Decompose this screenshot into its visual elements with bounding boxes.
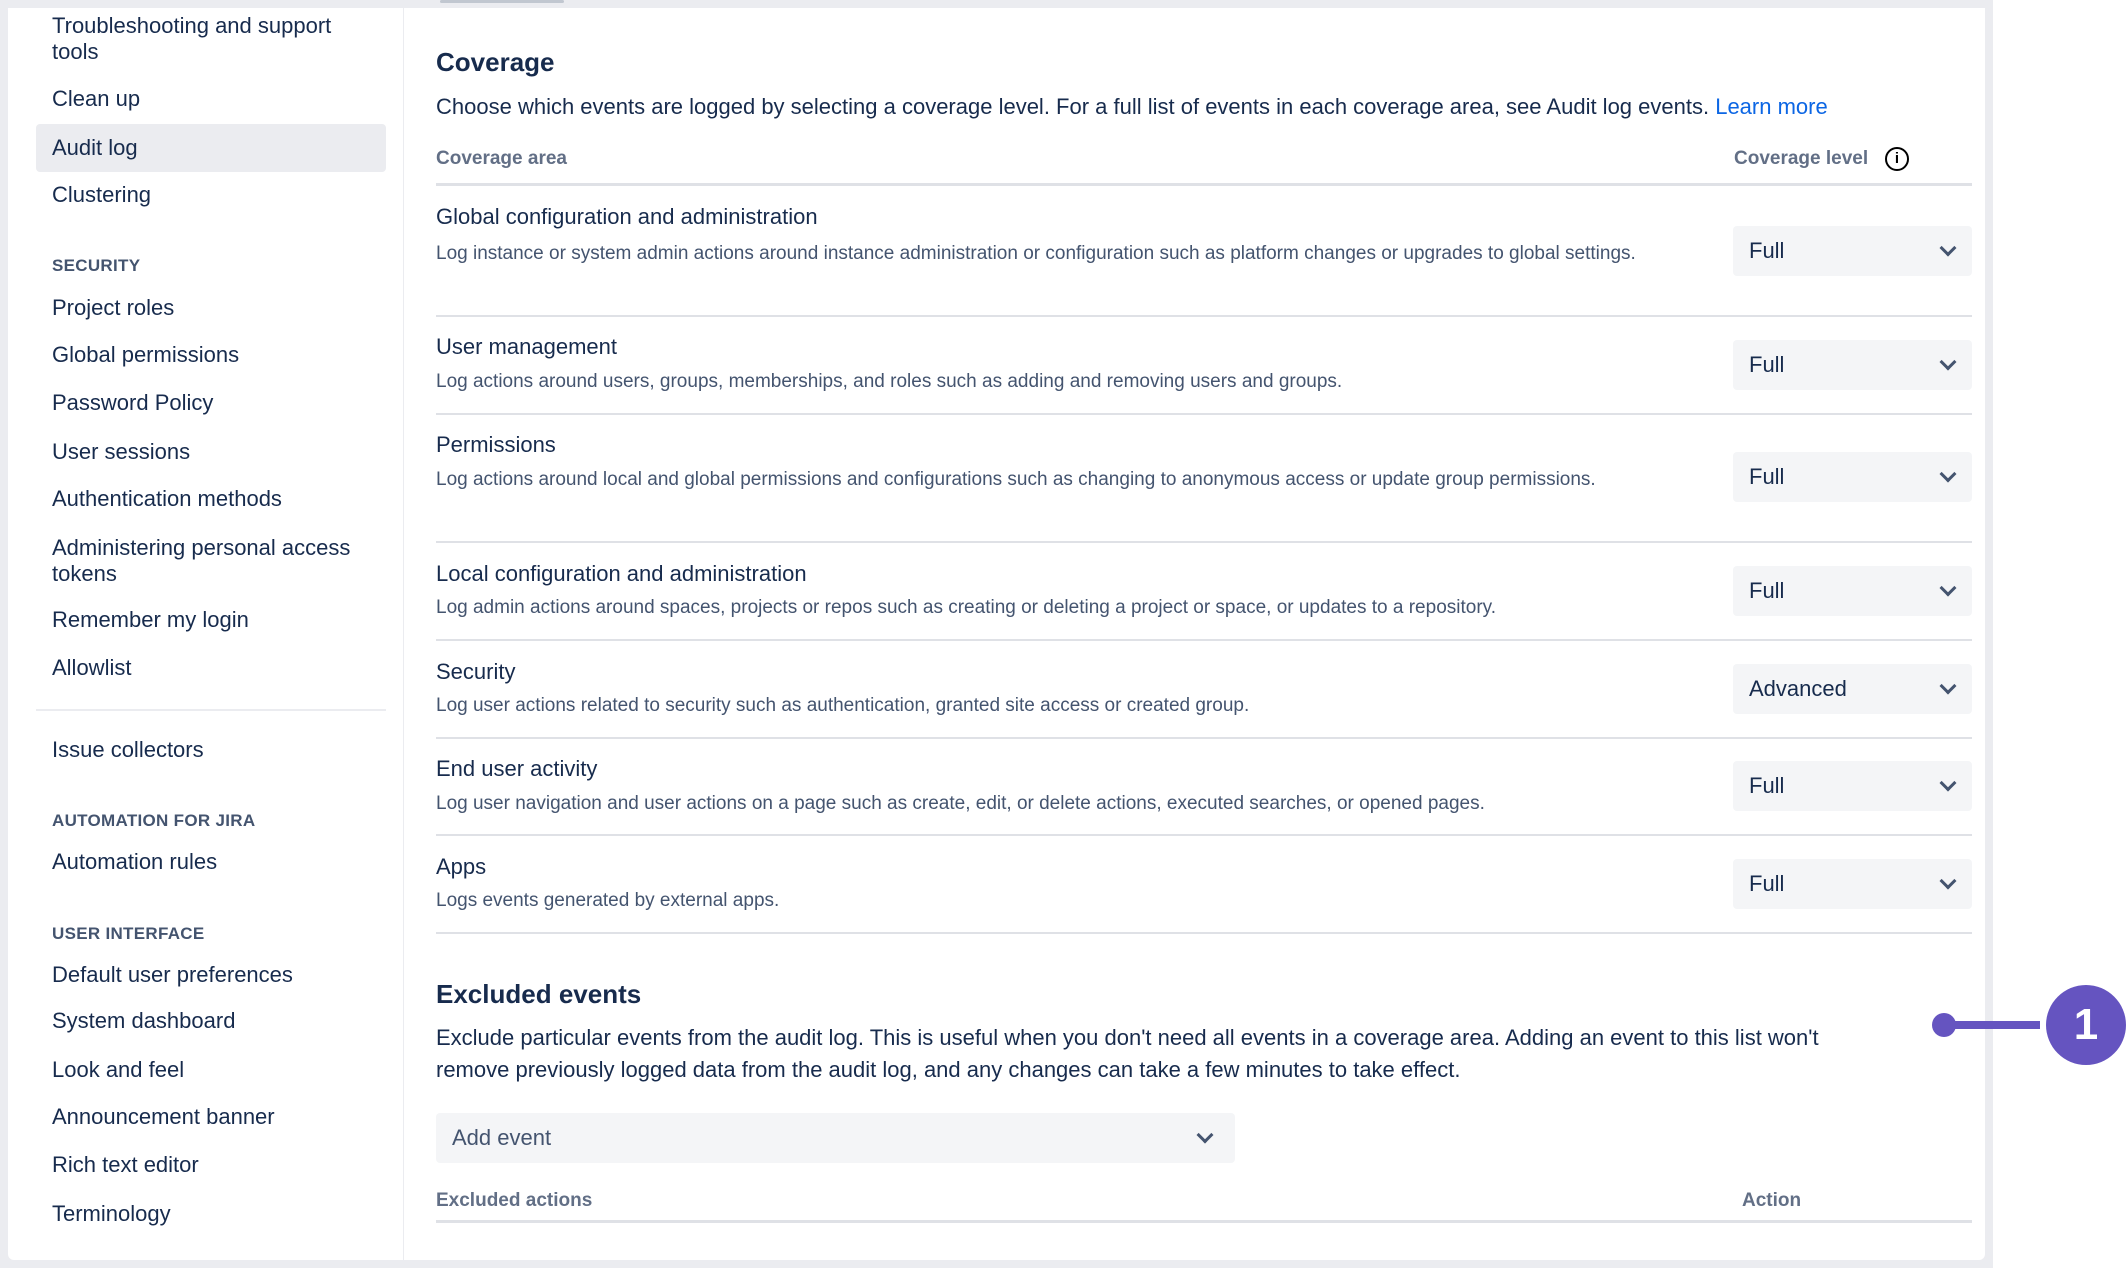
sidebar-item-audit-log[interactable]: Audit log	[52, 135, 138, 160]
chevron-down-icon	[1940, 678, 1957, 695]
coverage-level-select[interactable]	[1733, 761, 1972, 811]
sidebar-item-project-roles[interactable]: Project roles	[52, 295, 175, 320]
sidebar-item-clean-up[interactable]: Clean up	[52, 86, 141, 111]
sidebar-item-allowlist[interactable]: Allowlist	[52, 655, 132, 680]
sidebar-item-announcement-banner[interactable]: Announcement banner	[52, 1104, 275, 1129]
coverage-level-value: Full	[1749, 352, 1785, 377]
coverage-title: Coverage	[436, 47, 555, 77]
callout-number-badge: 1	[2046, 985, 2126, 1065]
coverage-row-title: Permissions	[436, 432, 556, 457]
coverage-level-select[interactable]	[1733, 340, 1972, 390]
sidebar-item-personal-access-tokens[interactable]: Administering personal access tokens	[52, 535, 351, 586]
sidebar-item-default-user-preferences[interactable]: Default user preferences	[52, 962, 293, 987]
coverage-row-title: Apps	[436, 854, 487, 879]
row-divider	[436, 413, 1972, 415]
chevron-down-icon	[1197, 1127, 1214, 1144]
coverage-row-description: Log instance or system admin actions around instance administration or configuration such as platform changes or upgrades to global settings.	[436, 243, 1636, 264]
chevron-down-icon	[1940, 240, 1957, 257]
coverage-level-value: Full	[1749, 464, 1785, 489]
sidebar-heading-security: SECURITY	[52, 256, 141, 275]
excluded-header-divider	[436, 1220, 1972, 1223]
coverage-level-select[interactable]	[1733, 452, 1972, 502]
sidebar-item-troubleshooting[interactable]: Troubleshooting and support tools	[52, 13, 332, 64]
learn-more-link[interactable]: Learn more	[1715, 94, 1828, 119]
coverage-row-title: End user activity	[436, 756, 598, 781]
coverage-level-select[interactable]	[1733, 226, 1972, 276]
chevron-down-icon	[1940, 775, 1957, 792]
column-header-coverage-level: Coverage level	[1734, 148, 1869, 169]
coverage-description-text: Choose which events are logged by selecting a coverage level. For a full list of events in each coverage area, see Audit log events.	[436, 94, 1710, 119]
sidebar-item-issue-collectors[interactable]: Issue collectors	[52, 737, 204, 762]
add-event-placeholder: Add event	[452, 1125, 552, 1150]
excluded-events-title: Excluded events	[436, 979, 642, 1009]
coverage-row-title: User management	[436, 334, 617, 359]
column-header-action: Action	[1742, 1190, 1802, 1211]
row-divider	[436, 639, 1972, 641]
header-divider	[436, 183, 1972, 186]
coverage-row-title: Global configuration and administration	[436, 204, 818, 229]
coverage-row-description: Log actions around users, groups, memberships, and roles such as adding and removing users and groups.	[436, 371, 1343, 392]
coverage-row-description: Logs events generated by external apps.	[436, 890, 780, 911]
coverage-row-title: Security	[436, 659, 516, 684]
add-event-select[interactable]	[436, 1113, 1235, 1163]
chevron-down-icon	[1940, 354, 1957, 371]
sidebar-item-user-sessions[interactable]: User sessions	[52, 439, 191, 464]
row-divider	[436, 541, 1972, 543]
sidebar-item-rich-text-editor[interactable]: Rich text editor	[52, 1152, 199, 1177]
callout-line	[1944, 1021, 2040, 1029]
coverage-level-value: Full	[1749, 773, 1785, 798]
info-icon[interactable]: i	[1885, 147, 1909, 171]
row-divider	[436, 932, 1972, 934]
sidebar-separator	[36, 709, 386, 711]
sidebar-item-automation-rules[interactable]: Automation rules	[52, 849, 218, 874]
sidebar-item-global-permissions[interactable]: Global permissions	[52, 342, 240, 367]
sidebar-item-clustering[interactable]: Clustering	[52, 182, 152, 207]
sidebar-item-terminology[interactable]: Terminology	[52, 1201, 171, 1226]
sidebar-item-look-and-feel[interactable]: Look and feel	[52, 1057, 185, 1082]
sidebar-item-system-dashboard[interactable]: System dashboard	[52, 1008, 236, 1033]
column-header-excluded-actions: Excluded actions	[436, 1190, 593, 1211]
coverage-level-value: Advanced	[1749, 676, 1847, 701]
chevron-down-icon	[1940, 466, 1957, 483]
sidebar-item-password-policy[interactable]: Password Policy	[52, 390, 214, 415]
coverage-level-value: Full	[1749, 871, 1785, 896]
coverage-row-description: Log actions around local and global permissions and configurations such as changing to anonymous access or update group permissions.	[436, 469, 1596, 490]
coverage-row-description: Log user actions related to security such as authentication, granted site access or created group.	[436, 695, 1250, 716]
row-divider	[436, 315, 1972, 317]
sidebar-item-remember-my-login[interactable]: Remember my login	[52, 607, 249, 632]
coverage-row-description: Log admin actions around spaces, projects or repos such as creating or deleting a project or space, or updates to a repository.	[436, 597, 1497, 618]
coverage-level-select[interactable]	[1733, 859, 1972, 909]
excluded-description-line-1: Exclude particular events from the audit log. This is useful when you don't need all events in a coverage area. Adding an event to this list won't	[436, 1025, 1819, 1050]
chevron-down-icon	[1940, 580, 1957, 597]
chevron-down-icon	[1940, 873, 1957, 890]
sidebar-heading-user-interface: USER INTERFACE	[52, 924, 205, 943]
excluded-description-line-2: remove previously logged data from the audit log, and any changes can take a few minutes to take effect.	[436, 1057, 1461, 1082]
coverage-level-select[interactable]	[1733, 664, 1972, 714]
coverage-description	[436, 94, 1828, 120]
sidebar-heading-automation: AUTOMATION FOR JIRA	[52, 811, 256, 830]
coverage-row-description: Log user navigation and user actions on a page such as create, edit, or delete actions, executed searches, or opened pages.	[436, 793, 1485, 814]
column-header-coverage-area: Coverage area	[436, 148, 567, 169]
coverage-level-select[interactable]	[1733, 566, 1972, 616]
coverage-level-value: Full	[1749, 578, 1785, 603]
tab-indicator	[440, 0, 564, 3]
coverage-row-title: Local configuration and administration	[436, 561, 807, 586]
sidebar-divider	[403, 8, 404, 1260]
row-divider	[436, 834, 1972, 836]
sidebar-item-authentication-methods[interactable]: Authentication methods	[52, 486, 282, 511]
coverage-level-value: Full	[1749, 238, 1785, 263]
row-divider	[436, 737, 1972, 739]
